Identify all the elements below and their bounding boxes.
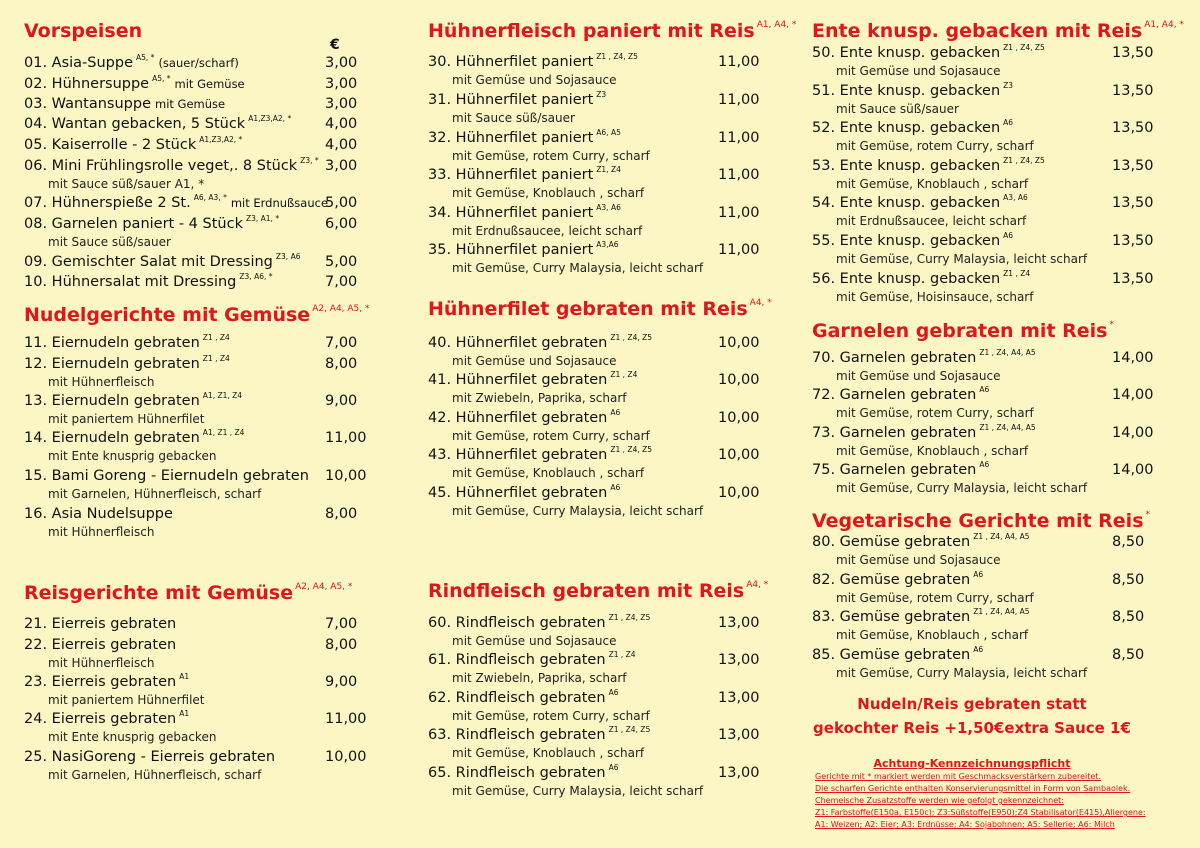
item-description: mit Gemüse, Hoisinsauce, scharf — [836, 290, 1034, 304]
item-price: 8,00 — [325, 356, 358, 372]
item-description: mit Gemüse, Knoblauch , scharf — [836, 177, 1029, 191]
item-additives: Z1 , Z4 — [608, 650, 636, 659]
item-additives: Z1 , Z4 — [610, 370, 638, 379]
item-name: 02. Hühnersuppe — [24, 76, 150, 92]
item-name: 33. Hühnerfilet paniert — [428, 167, 594, 183]
menu-item — [812, 572, 983, 588]
item-description: mit Gemüse und Sojasauce — [452, 634, 617, 648]
item-name: 45. Hühnerfilet gebraten — [428, 485, 608, 501]
item-additives: A6 — [979, 460, 990, 469]
item-additives: Z1 , Z4, Z5 — [1003, 156, 1045, 165]
item-description: mit Gemüse und Sojasauce — [836, 64, 1001, 78]
section-heading — [812, 510, 1150, 532]
section-title: Garnelen gebraten mit Reis — [812, 320, 1108, 342]
item-name: 16. Asia Nudelsuppe — [24, 506, 173, 522]
item-additives: Z1 , Z4, Z5 — [608, 725, 651, 734]
section-heading — [24, 304, 370, 326]
item-name: 72. Garnelen gebraten — [812, 387, 977, 403]
item-additives: A1, Z1 , Z4 — [202, 428, 245, 437]
item-additives: A1,Z3,A2, * — [248, 114, 292, 123]
item-price: 9,00 — [325, 674, 358, 690]
menu-item — [428, 335, 652, 351]
item-price: 9,00 — [325, 393, 358, 409]
legend-line: Z1: Farbstoffe(E150a, E150c); Z3:Süßstoffe(E950);Z4 Stabilisator(E415),Allergene: — [815, 808, 1146, 817]
section-heading — [428, 20, 796, 42]
item-name: 25. NasiGoreng - Eierreis gebraten — [24, 749, 276, 765]
item-additives: A1 — [179, 709, 190, 718]
section-additives: A1, A4, * — [1144, 20, 1184, 30]
item-description: mit Gemüse, Knoblauch , scharf — [836, 444, 1029, 458]
item-price: 13,50 — [1112, 195, 1154, 211]
item-additives: A1, Z1, Z4 — [202, 391, 243, 400]
item-additives: A6 — [610, 408, 621, 417]
item-additives: A6 — [979, 385, 990, 394]
item-price: 11,00 — [718, 205, 760, 221]
section-additives: A2, A4, A5, * — [295, 582, 353, 592]
item-name: 23. Eierreis gebraten — [24, 674, 177, 690]
item-price: 13,50 — [1112, 233, 1154, 249]
item-description: mit Sauce süß/sauer — [48, 235, 171, 249]
item-description: mit Erdnußsaucee, leicht scharf — [452, 224, 643, 238]
item-additives: Z1 , Z4 — [202, 354, 230, 363]
item-name: 52. Ente knusp. gebacken — [812, 120, 1001, 136]
item-description: mit Hühnerfleisch — [48, 375, 155, 389]
menu-item — [24, 195, 328, 211]
item-name: 61. Rindfleisch gebraten — [428, 652, 606, 668]
item-additives: Z1 , Z4 — [202, 333, 230, 342]
item-description: mit Sauce süß/sauer — [452, 111, 575, 125]
item-name: 51. Ente knusp. gebacken — [812, 83, 1001, 99]
section-heading — [24, 20, 142, 42]
menu-item — [24, 274, 273, 290]
item-name: 09. Gemischter Salat mit Dressing — [24, 254, 273, 270]
item-description: mit Zwiebeln, Paprika, scharf — [452, 391, 627, 405]
item-price: 8,50 — [1112, 534, 1145, 550]
item-price: 13,50 — [1112, 158, 1154, 174]
item-inline-description: mit Erdnußsauce — [230, 196, 329, 210]
item-description: mit Zwiebeln, Paprika, scharf — [452, 671, 627, 685]
section-title: Hühnerfilet gebraten mit Reis — [428, 298, 748, 320]
item-price: 13,00 — [718, 652, 760, 668]
section-title: Ente knusp. gebacken mit Reis — [812, 20, 1143, 42]
item-description: mit Gemüse, Knoblauch , scharf — [452, 746, 645, 760]
menu-item — [24, 356, 230, 372]
item-description: mit Hühnerfleisch — [48, 525, 155, 539]
menu-item — [24, 76, 245, 92]
item-name: 24. Eierreis gebraten — [24, 711, 177, 727]
item-description: mit Erdnußsaucee, leicht scharf — [836, 214, 1027, 228]
item-price: 13,00 — [718, 727, 760, 743]
item-price: 13,50 — [1112, 120, 1154, 136]
item-price: 14,00 — [1112, 425, 1154, 441]
menu-item — [428, 205, 621, 221]
item-price: 5,00 — [325, 254, 358, 270]
item-price: 13,50 — [1112, 83, 1154, 99]
item-price: 4,00 — [325, 137, 358, 153]
item-description: mit Gemüse, rotem Curry, scharf — [452, 149, 650, 163]
menu-item — [24, 116, 291, 132]
item-name: 32. Hühnerfilet paniert — [428, 130, 594, 146]
menu-item — [24, 158, 319, 174]
section-title: Hühnerfleisch paniert mit Reis — [428, 20, 755, 42]
item-additives: Z1 , Z4, Z5 — [596, 52, 638, 61]
item-price: 11,00 — [718, 130, 760, 146]
item-name: 65. Rindfleisch gebraten — [428, 765, 606, 781]
menu-item — [812, 387, 989, 403]
section-additives: A1, A4, * — [756, 20, 797, 30]
item-additives: Z3, A6 — [275, 252, 301, 261]
item-additives: A5, * — [152, 74, 171, 83]
item-name: 42. Hühnerfilet gebraten — [428, 410, 608, 426]
item-price: 3,00 — [325, 158, 358, 174]
item-additives: A6 — [1003, 118, 1014, 127]
item-additives: A3, A6 — [1003, 193, 1028, 202]
item-price: 3,00 — [325, 96, 358, 112]
item-additives: A6 — [973, 570, 984, 579]
menu-item — [812, 534, 1030, 550]
item-name: 14. Eiernudeln gebraten — [24, 430, 200, 446]
item-additives: Z1 , Z4, A4, A5 — [973, 532, 1030, 541]
item-additives: A3, A6 — [596, 203, 621, 212]
item-price: 10,00 — [325, 749, 367, 765]
item-description: mit Gemüse, Curry Malaysia, leicht scharf — [452, 261, 704, 275]
item-price: 13,00 — [718, 615, 760, 631]
item-description: mit Sauce süß/sauer A1, * — [48, 177, 205, 191]
menu-item — [428, 485, 620, 501]
item-name: 80. Gemüse gebraten — [812, 534, 971, 550]
menu-item — [812, 350, 1036, 366]
item-additives: A6 — [1003, 231, 1014, 240]
menu-item — [812, 462, 989, 478]
item-price: 13,00 — [718, 690, 760, 706]
item-description: mit Gemüse, Curry Malaysia, leicht scharf — [452, 784, 704, 798]
item-description: mit Gemüse, rotem Curry, scharf — [836, 591, 1034, 605]
item-description: mit Gemüse und Sojasauce — [836, 369, 1001, 383]
menu-item — [812, 195, 1028, 211]
menu-item — [428, 92, 606, 108]
menu-item — [24, 254, 300, 270]
menu-item — [24, 137, 242, 153]
section-title: Rindfleisch gebraten mit Reis — [428, 580, 745, 602]
item-additives: A6 — [608, 688, 619, 697]
item-price: 3,00 — [325, 55, 358, 71]
item-price: 6,00 — [325, 216, 358, 232]
item-price: 10,00 — [325, 468, 367, 484]
item-description: mit Gemüse und Sojasauce — [836, 553, 1001, 567]
item-additives: A5, * — [136, 53, 155, 62]
item-price: 14,00 — [1112, 350, 1154, 366]
item-additives: Z1 , Z4, A4, A5 — [979, 423, 1036, 432]
item-name: 70. Garnelen gebraten — [812, 350, 977, 366]
item-price: 10,00 — [718, 485, 760, 501]
item-additives: Z3, A6, * — [239, 272, 273, 281]
menu-item — [428, 447, 652, 463]
item-description: mit Ente knusprig gebacken — [48, 449, 217, 463]
menu-item — [428, 242, 618, 258]
section-heading — [812, 320, 1114, 342]
menu-item — [24, 637, 176, 653]
menu-item — [812, 158, 1045, 174]
item-price: 11,00 — [718, 92, 760, 108]
extra-note-line-1: Nudeln/Reis gebraten statt — [857, 695, 1087, 713]
item-price: 8,50 — [1112, 572, 1145, 588]
item-price: 11,00 — [718, 242, 760, 258]
item-additives: Z1 , Z4, Z5 — [1003, 43, 1045, 52]
item-description: mit Gemüse, rotem Curry, scharf — [836, 139, 1034, 153]
menu-item — [24, 335, 230, 351]
item-description: mit paniertem Hühnerfilet — [48, 412, 205, 426]
item-additives: A3,A6 — [596, 240, 619, 249]
menu-item — [24, 674, 189, 690]
legend-line: A1: Weizen; A2: Eier; A3: Erdnüsse; A4: Sojabohnen; A5: Sellerie; A6: Milch — [815, 820, 1115, 829]
menu-item — [812, 45, 1045, 61]
item-additives: Z1 , Z4, Z5 — [610, 445, 653, 454]
section-title: Reisgerichte mit Gemüse — [24, 582, 294, 604]
menu-item — [812, 609, 1030, 625]
section-additives: A2, A4, A5, * — [312, 304, 370, 314]
item-name: 21. Eierreis gebraten — [24, 616, 177, 632]
menu-item — [428, 652, 636, 668]
item-description: mit Gemüse, Knoblauch , scharf — [452, 466, 645, 480]
item-additives: Z3 — [596, 90, 607, 99]
item-additives: A6, A5 — [596, 128, 621, 137]
item-price: 11,00 — [718, 167, 760, 183]
item-inline-description: mit Gemüse — [174, 77, 245, 91]
item-name: 63. Rindfleisch gebraten — [428, 727, 606, 743]
item-price: 7,00 — [325, 616, 358, 632]
item-description: mit Gemüse, Curry Malaysia, leicht scharf — [836, 481, 1088, 495]
item-additives: Z1, Z4 — [596, 165, 621, 174]
section-heading — [428, 298, 772, 320]
item-name: 56. Ente knusp. gebacken — [812, 271, 1001, 287]
item-price: 10,00 — [718, 335, 760, 351]
item-price: 13,50 — [1112, 271, 1154, 287]
item-name: 01. Asia-Suppe — [24, 55, 134, 71]
item-price: 7,00 — [325, 274, 358, 290]
item-name: 10. Hühnersalat mit Dressing — [24, 274, 237, 290]
item-name: 41. Hühnerfilet gebraten — [428, 372, 608, 388]
item-additives: Z3 — [1003, 81, 1014, 90]
item-name: 05. Kaiserrolle - 2 Stück — [24, 137, 197, 153]
legend-line: Chemeische Zusatzstoffe werden wie gefolgt gekennzeichnet: — [815, 796, 1064, 805]
item-description: mit Hühnerfleisch — [48, 656, 155, 670]
item-name: 34. Hühnerfilet paniert — [428, 205, 594, 221]
menu-item — [428, 130, 621, 146]
item-price: 10,00 — [718, 410, 760, 426]
item-price: 11,00 — [325, 711, 367, 727]
item-description: mit Gemüse, rotem Curry, scharf — [452, 709, 650, 723]
item-name: 54. Ente knusp. gebacken — [812, 195, 1001, 211]
item-name: 35. Hühnerfilet paniert — [428, 242, 594, 258]
section-additives: A4, * — [746, 580, 769, 590]
item-description: mit Sauce süß/sauer — [836, 102, 959, 116]
menu-item — [428, 727, 650, 743]
menu-item — [24, 96, 225, 112]
extra-note-line-2: gekochter Reis +1,50€extra Sauce 1€ — [813, 719, 1131, 737]
menu-item — [428, 615, 650, 631]
menu-item — [24, 216, 279, 232]
item-description: mit Gemüse, Curry Malaysia, leicht scharf — [452, 504, 704, 518]
item-name: 11. Eiernudeln gebraten — [24, 335, 200, 351]
item-additives: A6 — [973, 645, 984, 654]
section-title: Vegetarische Gerichte mit Reis — [812, 510, 1144, 532]
item-description: mit Gemüse, rotem Curry, scharf — [836, 406, 1034, 420]
menu-item — [428, 765, 618, 781]
section-title: Nudelgerichte mit Gemüse — [24, 304, 311, 326]
item-additives: Z1 , Z4, A4, A5 — [973, 607, 1030, 616]
menu-item — [24, 430, 244, 446]
item-price: 5,00 — [325, 195, 358, 211]
item-price: 8,50 — [1112, 609, 1145, 625]
item-description: mit Gemüse und Sojasauce — [452, 73, 617, 87]
item-additives: Z3, A1, * — [245, 214, 280, 223]
item-additives: A6, A3, * — [193, 193, 227, 202]
menu-item — [24, 711, 189, 727]
item-name: 40. Hühnerfilet gebraten — [428, 335, 608, 351]
legend-line: Gerichte mit * markiert werden mit Geschmacksverstärkern zubereitet. — [815, 772, 1101, 781]
section-additives: A4, * — [749, 298, 772, 308]
legend-title: Achtung-Kennzeichnungspflicht — [873, 757, 1071, 770]
legend-line: Die scharfen Gerichte enthalten Konservierungsmittel in Form von Sambaolek. — [815, 784, 1131, 793]
item-description: mit Ente knusprig gebacken — [48, 730, 217, 744]
item-additives: Z1 , Z4, A4, A5 — [979, 348, 1036, 357]
section-title: Vorspeisen — [24, 20, 143, 42]
item-description: mit paniertem Hühnerfilet — [48, 693, 205, 707]
section-heading — [24, 582, 352, 604]
item-price: 4,00 — [325, 116, 358, 132]
item-name: 75. Garnelen gebraten — [812, 462, 977, 478]
menu-item — [24, 749, 275, 765]
item-additives: A6 — [610, 483, 621, 492]
item-name: 73. Garnelen gebraten — [812, 425, 977, 441]
section-heading — [428, 580, 768, 602]
item-price: 8,00 — [325, 506, 358, 522]
item-price: 11,00 — [718, 54, 760, 70]
menu-item — [428, 54, 638, 70]
item-name: 06. Mini Frühlingsrolle veget,. 8 Stück — [24, 158, 298, 174]
item-additives: A1,Z3,A2, * — [199, 135, 243, 144]
item-price: 3,00 — [325, 76, 358, 92]
menu-item — [812, 120, 1013, 136]
item-description: mit Gemüse, Knoblauch , scharf — [452, 186, 645, 200]
item-name: 55. Ente knusp. gebacken — [812, 233, 1001, 249]
item-price: 14,00 — [1112, 462, 1154, 478]
menu-item — [812, 647, 983, 663]
item-name: 15. Bami Goreng - Eiernudeln gebraten — [24, 468, 309, 484]
item-additives: Z3, * — [300, 156, 319, 165]
item-name: 85. Gemüse gebraten — [812, 647, 971, 663]
item-name: 53. Ente knusp. gebacken — [812, 158, 1001, 174]
menu-item — [428, 372, 637, 388]
menu-item — [812, 83, 1013, 99]
section-additives: * — [1145, 510, 1151, 520]
menu-item — [428, 410, 620, 426]
menu-item — [812, 425, 1036, 441]
item-description: mit Gemüse und Sojasauce — [452, 354, 617, 368]
item-price: 7,00 — [325, 335, 358, 351]
item-description: mit Gemüse, Curry Malaysia, leicht scharf — [836, 252, 1088, 266]
currency-symbol: € — [330, 37, 340, 53]
item-description: mit Garnelen, Hühnerfleisch, scharf — [48, 487, 262, 501]
item-name: 30. Hühnerfilet paniert — [428, 54, 594, 70]
menu-item — [24, 506, 173, 522]
item-additives: Z1 , Z4, Z5 — [608, 613, 651, 622]
item-description: mit Gemüse, Knoblauch , scharf — [836, 628, 1029, 642]
item-price: 8,00 — [325, 637, 358, 653]
item-name: 13. Eiernudeln gebraten — [24, 393, 200, 409]
item-additives: A6 — [608, 763, 619, 772]
item-price: 14,00 — [1112, 387, 1154, 403]
item-name: 03. Wantansuppe — [24, 96, 151, 112]
item-name: 43. Hühnerfilet gebraten — [428, 447, 608, 463]
item-name: 50. Ente knusp. gebacken — [812, 45, 1001, 61]
item-additives: A1 — [179, 672, 190, 681]
item-price: 13,00 — [718, 765, 760, 781]
item-name: 22. Eierreis gebraten — [24, 637, 177, 653]
item-inline-description: (sauer/scharf) — [158, 56, 239, 70]
item-price: 13,50 — [1112, 45, 1154, 61]
item-description: mit Gemüse, Curry Malaysia, leicht scharf — [836, 666, 1088, 680]
item-name: 62. Rindfleisch gebraten — [428, 690, 606, 706]
menu-item — [24, 616, 176, 632]
item-description: mit Garnelen, Hühnerfleisch, scharf — [48, 768, 262, 782]
item-price: 11,00 — [325, 430, 367, 446]
item-name: 31. Hühnerfilet paniert — [428, 92, 594, 108]
section-heading — [812, 20, 1184, 42]
item-additives: Z1 , Z4, Z5 — [610, 333, 653, 342]
item-name: 07. Hühnerspieße 2 St. — [24, 195, 191, 211]
item-price: 10,00 — [718, 447, 760, 463]
item-price: 10,00 — [718, 372, 760, 388]
item-name: 82. Gemüse gebraten — [812, 572, 971, 588]
item-name: 12. Eiernudeln gebraten — [24, 356, 200, 372]
item-name: 04. Wantan gebacken, 5 Stück — [24, 116, 246, 132]
menu-item — [24, 468, 309, 484]
menu-item — [812, 271, 1030, 287]
item-additives: Z1 , Z4 — [1003, 269, 1031, 278]
item-name: 60. Rindfleisch gebraten — [428, 615, 606, 631]
section-additives: * — [1109, 320, 1114, 330]
item-name: 83. Gemüse gebraten — [812, 609, 971, 625]
item-name: 08. Garnelen paniert - 4 Stück — [24, 216, 243, 232]
item-inline-description: mit Gemüse — [155, 97, 226, 111]
item-price: 8,50 — [1112, 647, 1145, 663]
menu-item — [428, 167, 621, 183]
item-description: mit Gemüse, rotem Curry, scharf — [452, 429, 650, 443]
menu-item — [24, 393, 242, 409]
menu-item — [812, 233, 1013, 249]
menu-item — [24, 55, 239, 71]
menu-item — [428, 690, 618, 706]
